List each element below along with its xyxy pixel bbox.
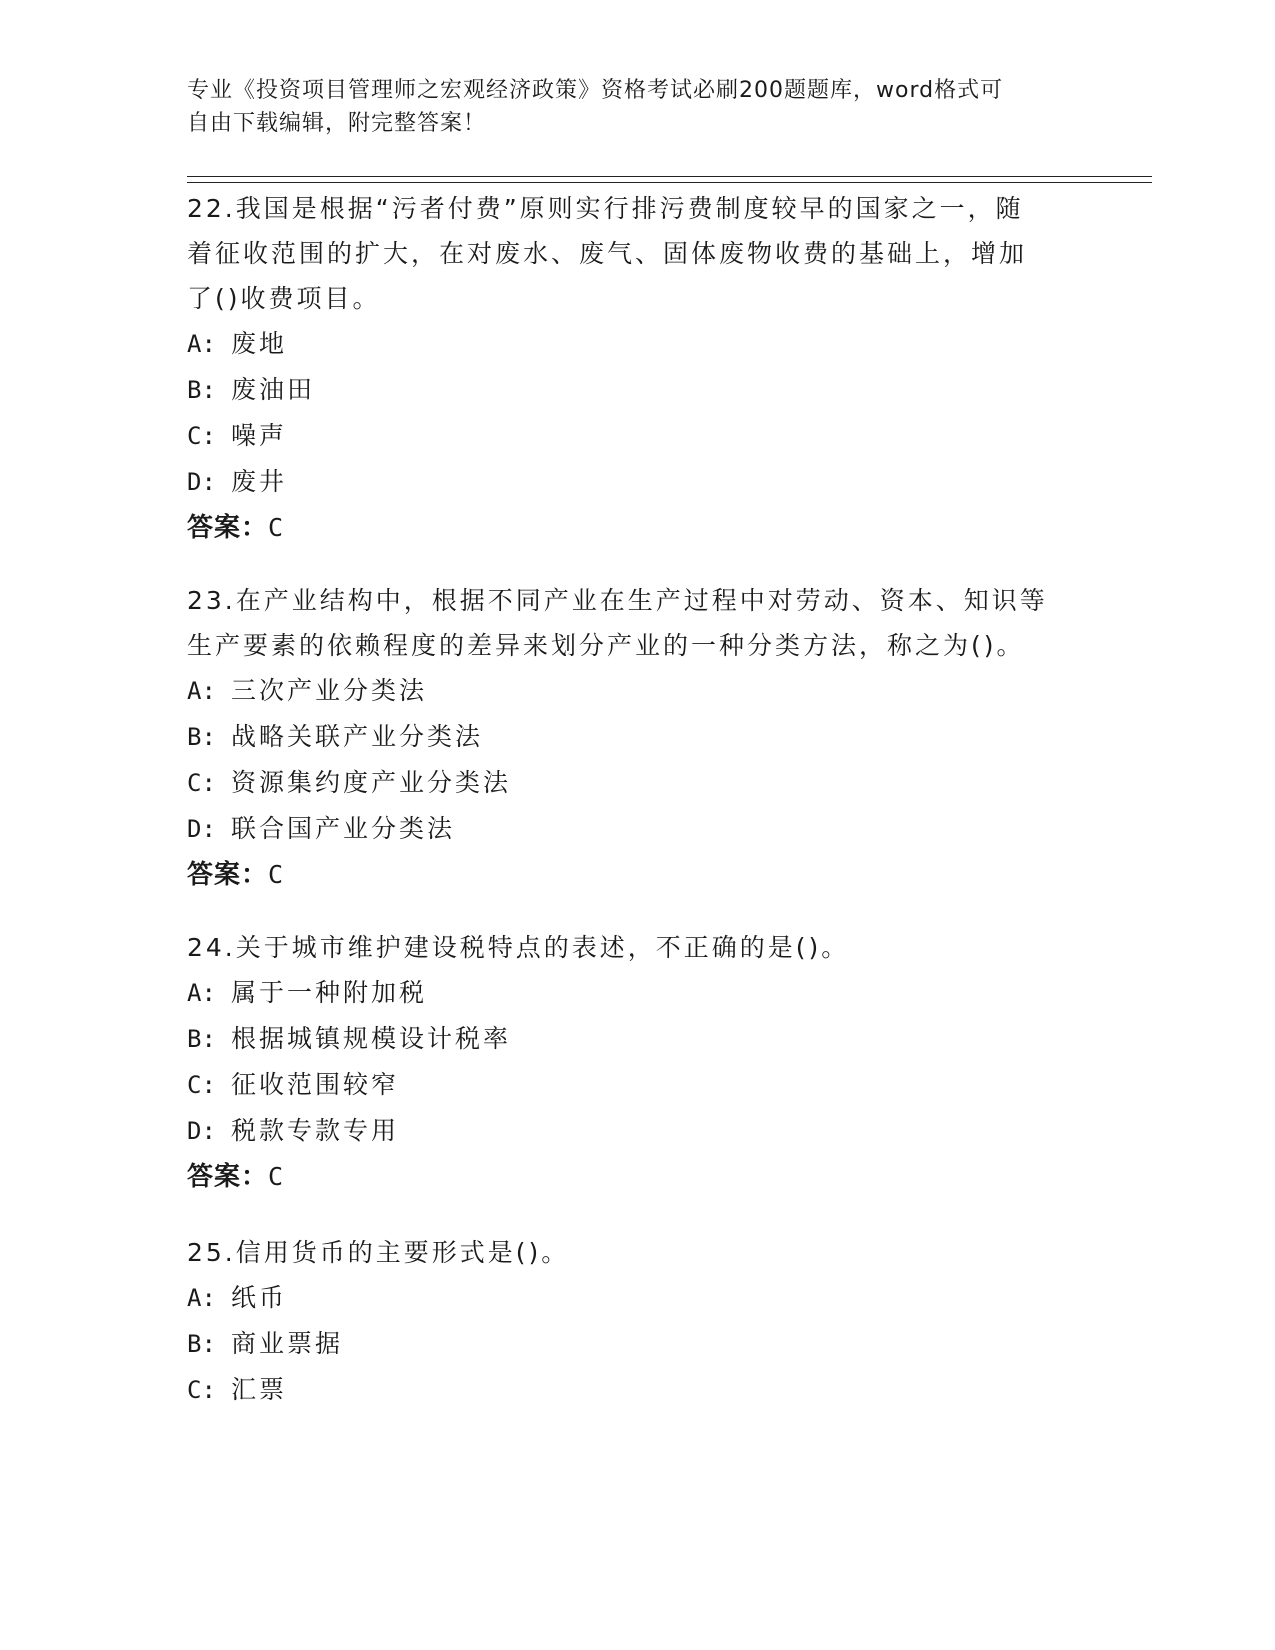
document-page <box>187 0 1152 1650</box>
option-key: A: <box>187 330 216 358</box>
answer-value: C <box>268 860 285 889</box>
option-key: B: <box>187 723 216 751</box>
question-23 <box>187 578 1087 898</box>
header-line-2: 自由下载编辑，附完整答案！ <box>187 111 487 136</box>
option-text: 商业票据 <box>231 1329 344 1358</box>
option-text: 废油田 <box>231 375 316 404</box>
question-stem-line: 生产要素的依赖程度的差异来划分产业的一种分类方法，称之为()。 <box>187 631 1025 660</box>
option-text: 废井 <box>231 467 288 496</box>
option-d <box>187 806 1087 852</box>
question-stem-line: 23.在产业结构中，根据不同产业在生产过程中对劳动、资本、知识等 <box>187 586 1048 615</box>
option-key: D: <box>187 468 216 496</box>
question-25 <box>187 1230 1087 1413</box>
option-key: B: <box>187 376 216 404</box>
option-text: 属于一种附加税 <box>231 978 428 1007</box>
header-divider-bottom <box>187 182 1152 183</box>
option-d <box>187 459 1087 505</box>
option-a <box>187 668 1087 714</box>
question-stem-line: 着征收范围的扩大，在对废水、废气、固体废物收费的基础上，增加 <box>187 239 1028 268</box>
answer-value: C <box>268 513 285 542</box>
option-c <box>187 1062 1087 1108</box>
option-b <box>187 367 1087 413</box>
option-text: 汇票 <box>231 1375 288 1404</box>
option-a <box>187 1275 1087 1321</box>
option-key: A: <box>187 677 216 705</box>
option-b <box>187 1321 1087 1367</box>
option-text: 噪声 <box>231 421 288 450</box>
question-stem-line: 25.信用货币的主要形式是()。 <box>187 1238 570 1267</box>
question-stem-line: 了()收费项目。 <box>187 284 381 313</box>
option-a <box>187 321 1087 367</box>
option-key: A: <box>187 1284 216 1312</box>
option-text: 资源集约度产业分类法 <box>231 768 512 797</box>
option-key: C: <box>187 769 216 797</box>
header-divider-top <box>187 176 1152 177</box>
option-b <box>187 714 1087 760</box>
option-b <box>187 1016 1087 1062</box>
document-header <box>187 74 1087 140</box>
option-key: B: <box>187 1330 216 1358</box>
answer-label: 答案： <box>187 1162 269 1192</box>
answer-label: 答案： <box>187 513 269 543</box>
option-key: C: <box>187 1376 216 1404</box>
option-key: D: <box>187 815 216 843</box>
answer-value: C <box>268 1162 285 1191</box>
option-text: 三次产业分类法 <box>231 676 428 705</box>
question-22 <box>187 186 1087 551</box>
question-24 <box>187 925 1087 1200</box>
answer-line <box>187 505 1087 551</box>
option-text: 废地 <box>231 329 288 358</box>
question-stem-line: 24.关于城市维护建设税特点的表述，不正确的是()。 <box>187 933 850 962</box>
option-c <box>187 1367 1087 1413</box>
option-d <box>187 1108 1087 1154</box>
option-a <box>187 970 1087 1016</box>
option-c <box>187 413 1087 459</box>
option-text: 根据城镇规模设计税率 <box>231 1024 512 1053</box>
header-line-1: 专业《投资项目管理师之宏观经济政策》资格考试必刷200题题库，word格式可 <box>187 78 1004 103</box>
option-key: C: <box>187 422 216 450</box>
option-key: C: <box>187 1071 216 1099</box>
question-stem-line: 22.我国是根据“污者付费”原则实行排污费制度较早的国家之一，随 <box>187 194 1024 223</box>
answer-line <box>187 852 1087 898</box>
option-text: 联合国产业分类法 <box>231 814 456 843</box>
answer-line <box>187 1154 1087 1200</box>
option-c <box>187 760 1087 806</box>
option-text: 战略关联产业分类法 <box>231 722 484 751</box>
option-text: 征收范围较窄 <box>231 1070 400 1099</box>
answer-label: 答案： <box>187 860 269 890</box>
option-key: D: <box>187 1117 216 1145</box>
option-key: A: <box>187 979 216 1007</box>
option-key: B: <box>187 1025 216 1053</box>
option-text: 税款专款专用 <box>231 1116 400 1145</box>
option-text: 纸币 <box>231 1283 288 1312</box>
